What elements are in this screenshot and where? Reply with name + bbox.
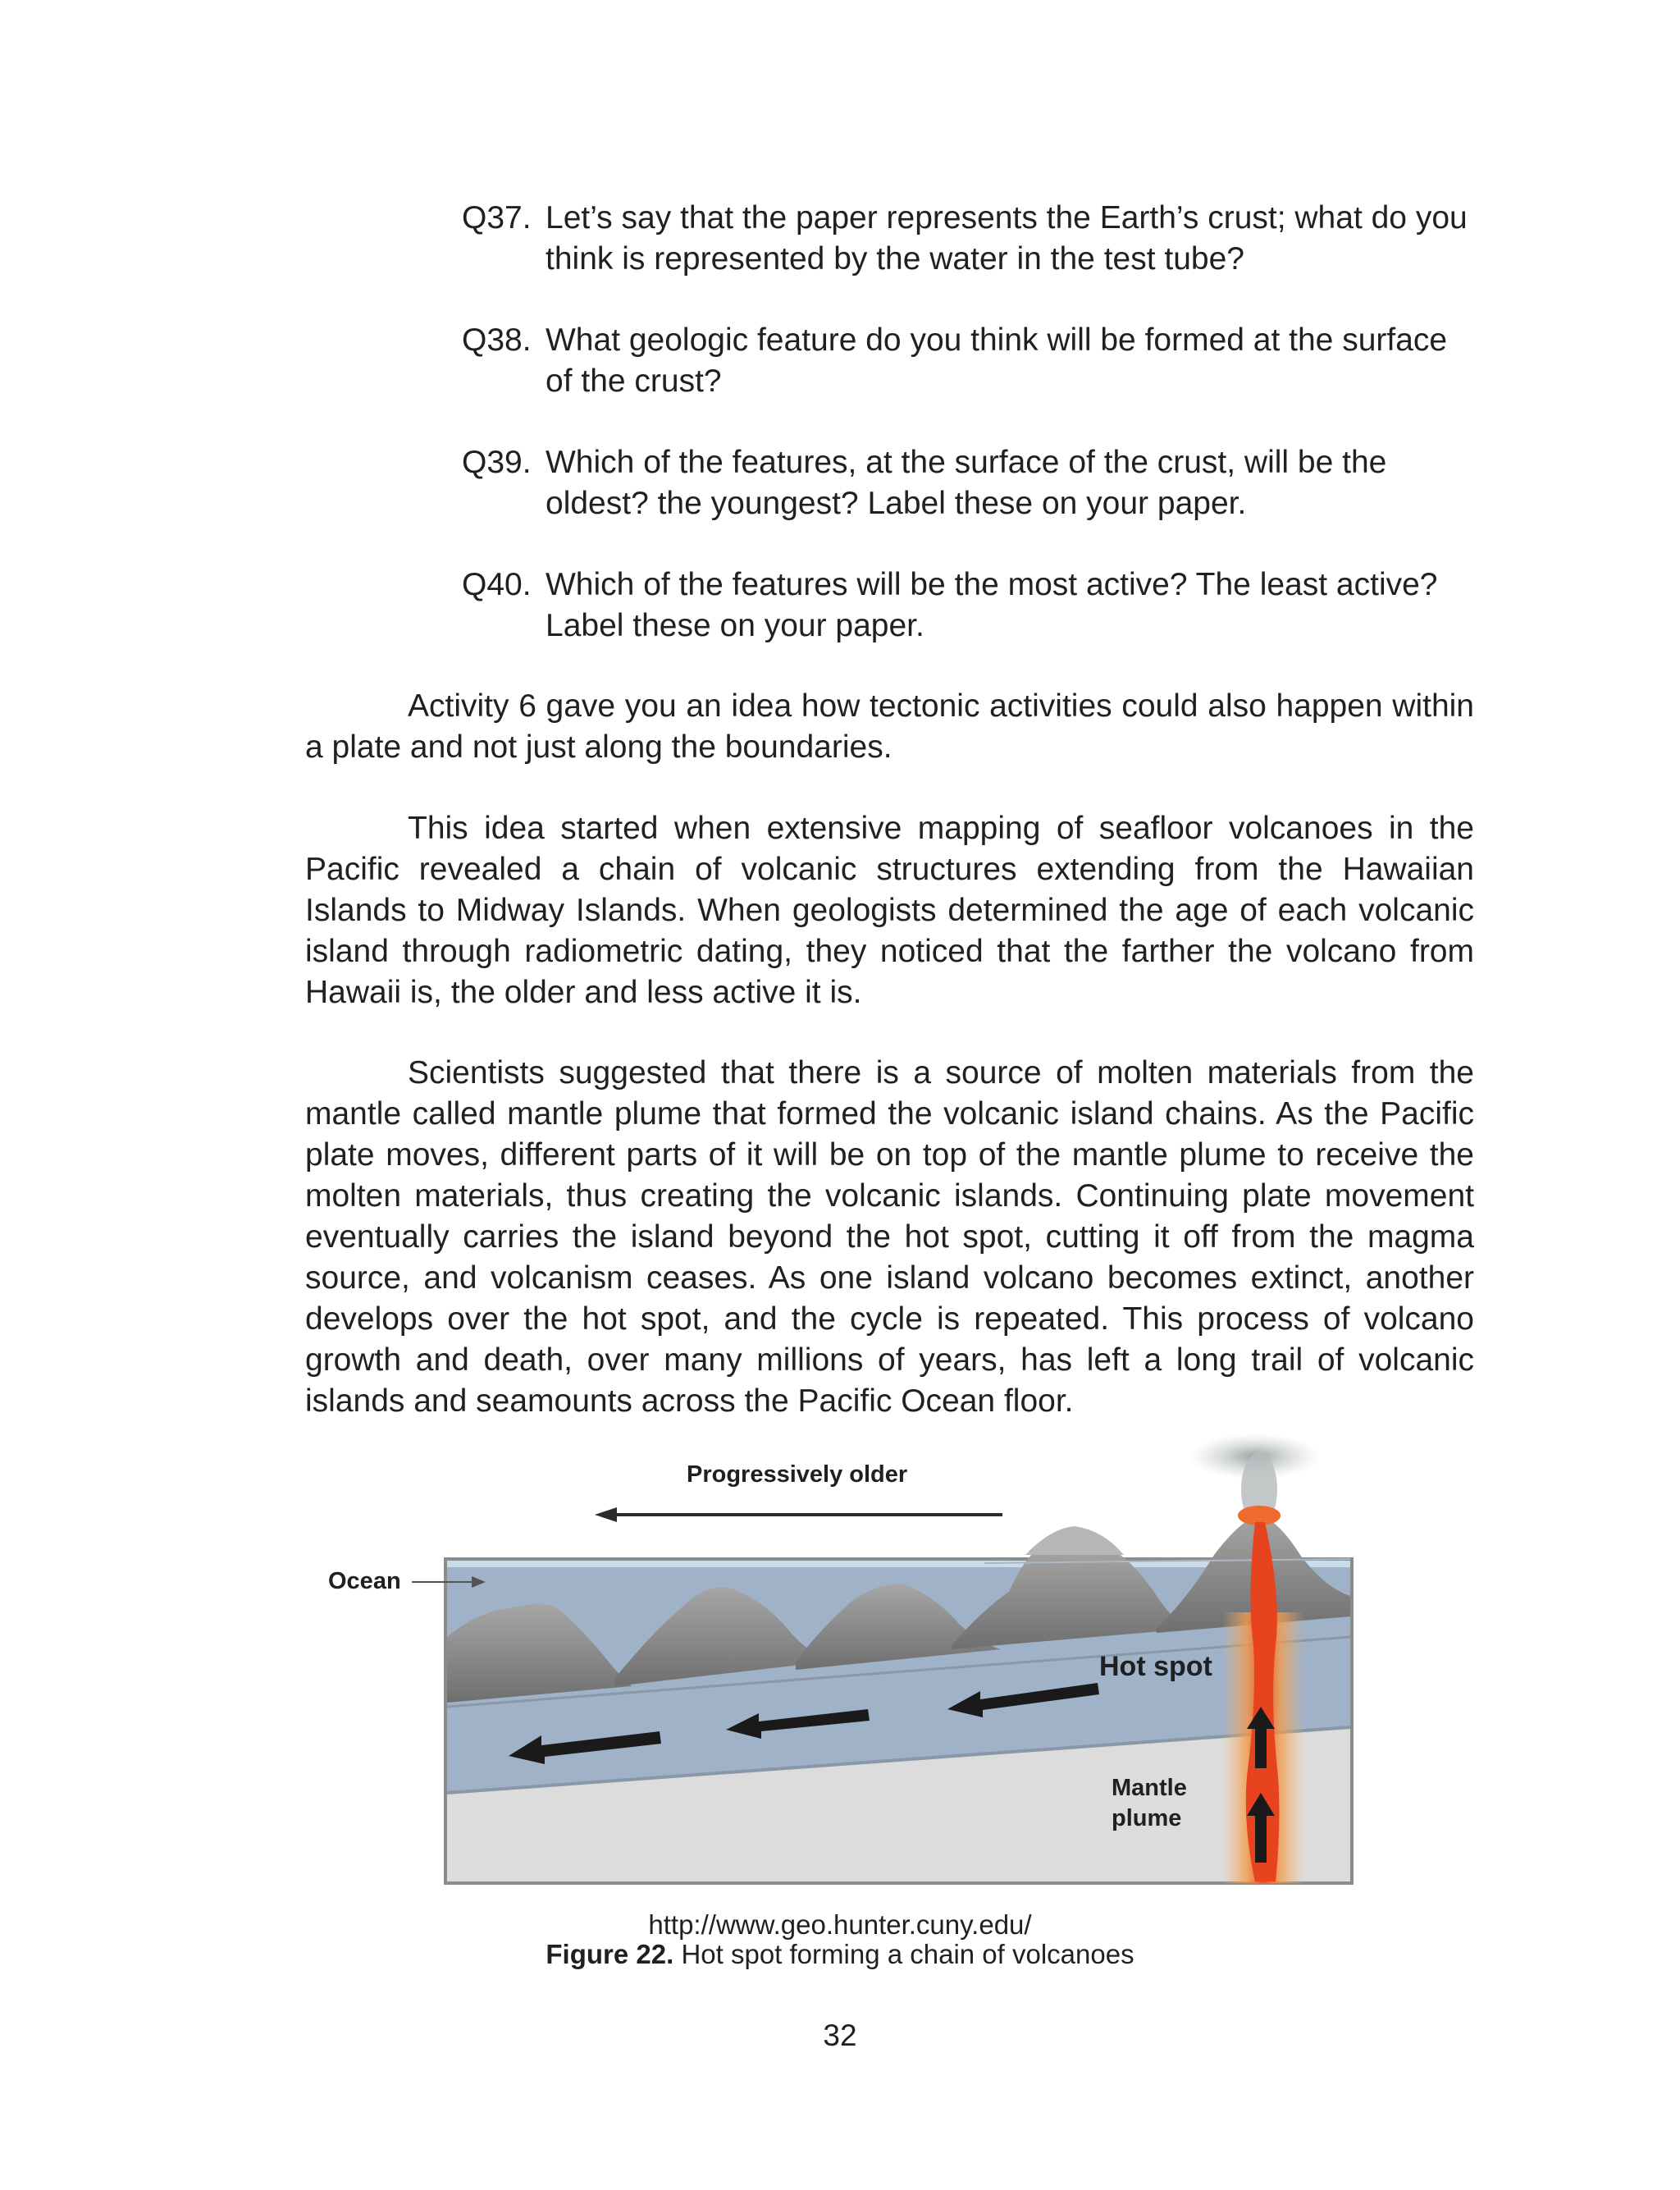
figure-caption	[0, 1938, 1680, 1971]
question-38	[462, 320, 1479, 402]
paragraph-text: Scientists suggested that there is a source of molten materials from the mantle called mantle plume that formed the volcanic island chains. As the Pacific plate moves, different parts of it will be on top of the mantle plume to receive the molten materials, thus creating the volcanic islands. Continuing plate movement eventually carries the island beyond the hot spot, cutting it off from the magma source, and volcanism ceases. As one island volcano becomes extinct, another develops over the hot spot, and the cycle is repeated. This process of volcano growth and death, over many millions of years, has left a long trail of volcanic islands and seamounts across the Pacific Ocean floor.	[305, 1055, 1474, 1419]
figure-source: http://www.geo.hunter.cuny.edu/	[648, 1909, 1032, 1940]
question-text: Which of the features, at the surface of the crust, will be the oldest? the youngest? Label these on your paper.	[546, 445, 1387, 521]
question-number: Q40.	[462, 567, 532, 602]
paragraph-text: Activity 6 gave you an idea how tectonic activities could also happen within a plate and not just along the boundaries.	[305, 688, 1474, 765]
question-number: Q38.	[462, 322, 532, 358]
question-number: Q39.	[462, 445, 532, 480]
caption-label: Figure 22.	[546, 1939, 674, 1969]
page-number: 32	[823, 2019, 857, 2052]
caption-text: Hot spot forming a chain of volcanoes	[673, 1939, 1134, 1969]
hotspot-figure	[304, 1432, 1370, 1891]
question-text: Let’s say that the paper represents the Earth’s crust; what do you think is represented by the water in the test tube?	[546, 200, 1468, 277]
older-arrow-head	[595, 1507, 617, 1522]
question-text: Which of the features will be the most active? The least active? Label these on your paper.	[546, 567, 1438, 643]
label-mantle: Mantle	[1112, 1775, 1187, 1801]
label-hot-spot: Hot spot	[1099, 1651, 1212, 1682]
label-progressively-older: Progressively older	[687, 1461, 908, 1488]
question-text: What geologic feature do you think will be formed at the surface of the crust?	[546, 322, 1448, 399]
label-plume: plume	[1112, 1805, 1182, 1831]
island-5-peak	[1025, 1526, 1124, 1555]
label-ocean: Ocean	[328, 1568, 401, 1594]
paragraph-mapping	[305, 808, 1474, 1013]
paragraph-text: This idea started when extensive mapping of seafloor volcanoes in the Pacific revealed a chain of volcanic structures extending from the Hawaiian Islands to Midway Islands. When geologists determined the age of each volcanic island through radiometric dating, they noticed that the farther the volcano from Hawaii is, the older and less active it is.	[305, 811, 1474, 1010]
question-40	[462, 565, 1479, 647]
paragraph-activity	[305, 686, 1474, 768]
question-39	[462, 442, 1479, 524]
question-number: Q37.	[462, 200, 532, 235]
paragraph-mantle-plume	[305, 1053, 1474, 1422]
question-37	[462, 198, 1479, 280]
